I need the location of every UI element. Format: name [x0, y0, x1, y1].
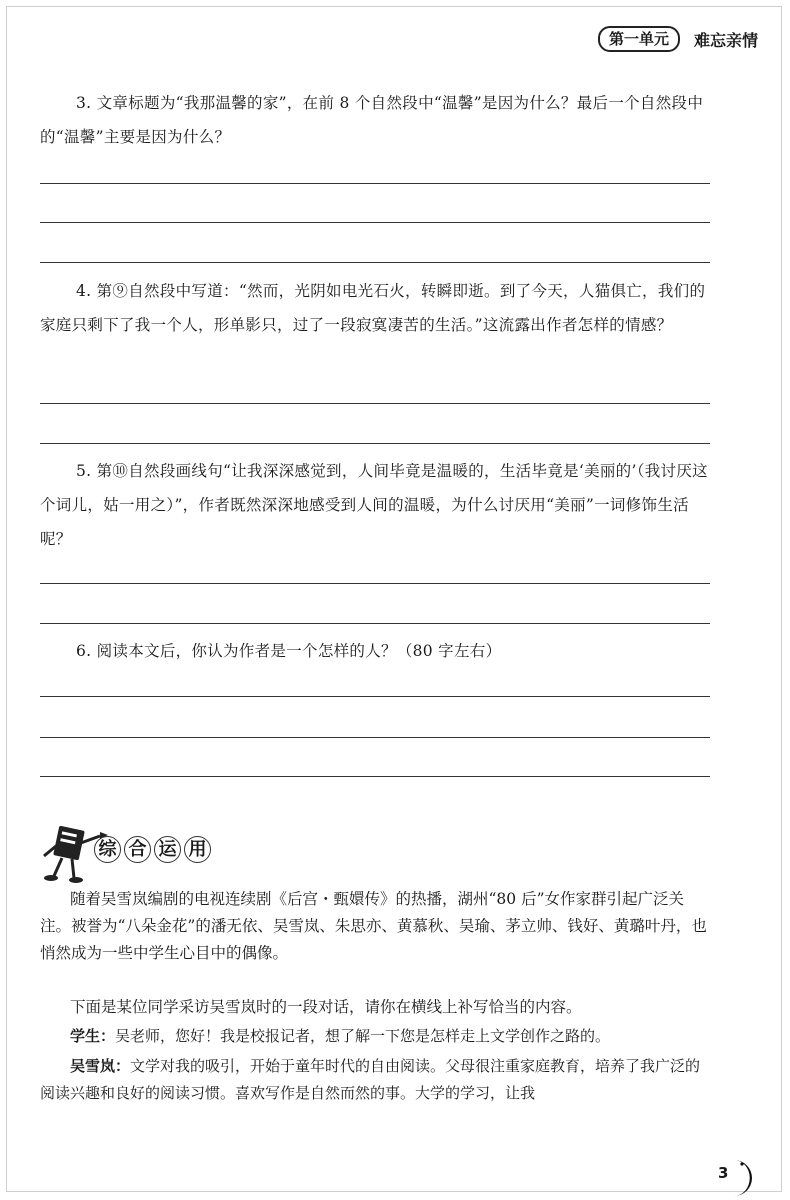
- unit-label: 第一单元: [598, 26, 680, 52]
- dialogue-text: 文学对我的吸引，开始于童年时代的自由阅读。父母很注重家庭教育，培养了我广泛的阅读兴趣和良好的阅读习惯。喜欢写作是自然而然的事。大学的学习，让我: [40, 1057, 701, 1102]
- passage-paragraph-1: 随着吴雪岚编剧的电视连续剧《后宫・甄嬛传》的热播，湖州“80 后”女作家群引起广泛关注。被誉为“八朵金花”的潘无依、吴雪岚、朱思亦、黄慕秋、吴瑜、茅立帅、钱好、黄璐叶丹，也悄然成为一些中学生心目中的偶像。: [40, 890, 707, 962]
- answer-line[interactable]: [40, 262, 710, 263]
- section-title: [94, 836, 211, 863]
- answer-line[interactable]: [40, 623, 710, 624]
- question-3: 3. 文章标题为“我那温馨的家”，在前 8 个自然段中“温馨”是因为什么？最后一个自然段中的“温馨”主要是因为什么？: [40, 94, 704, 146]
- dialogue-line-author: [40, 1053, 712, 1107]
- question-5: 5. 第⑩自然段画线句“让我深深感觉到，人间毕竟是温暖的，生活毕竟是‘美丽的’（我讨厌这个词儿，姑一用之）”，作者既然深深地感受到人间的温暖，为什么讨厌用“美丽”一词修饰生活呢？: [40, 462, 708, 548]
- dialogue-line-student: [40, 1023, 712, 1050]
- dialogue-text: 吴老师，您好！我是校报记者，想了解一下您是怎样走上文学创作之路的。: [115, 1027, 611, 1045]
- page-number: 3: [718, 1164, 729, 1182]
- page-header: [598, 26, 758, 52]
- page-number-badge: [712, 1158, 762, 1194]
- question-4: 4. 第⑨自然段中写道：“然而，光阴如电光石火，转瞬即逝。到了今天，人猫俱亡，我们的家庭只剩下了我一个人，形单影只，过了一段寂寞凄苦的生活。”这流露出作者怎样的情感？: [40, 282, 706, 334]
- section-title-char: 综: [94, 836, 121, 863]
- answer-line[interactable]: [40, 583, 710, 584]
- answer-line[interactable]: [40, 403, 710, 404]
- speaker-label: 学生：: [70, 1027, 116, 1045]
- answer-line[interactable]: [40, 222, 710, 223]
- answer-line[interactable]: [40, 443, 710, 444]
- answer-line[interactable]: [40, 183, 710, 184]
- section-title-char: 用: [184, 836, 211, 863]
- unit-title: 难忘亲情: [693, 30, 758, 50]
- passage-paragraph-2: 下面是某位同学采访吴雪岚时的一段对话，请你在横线上补写恰当的内容。: [70, 998, 582, 1016]
- answer-line[interactable]: [40, 696, 710, 697]
- answer-line[interactable]: [40, 737, 710, 738]
- speaker-label: 吴雪岚：: [70, 1057, 131, 1075]
- section-title-char: 合: [124, 836, 151, 863]
- answer-line[interactable]: [40, 776, 710, 777]
- question-6: 6. 阅读本文后，你认为作者是一个怎样的人？（80 字左右）: [76, 642, 502, 660]
- section-heading: [38, 820, 238, 890]
- section-title-char: 运: [154, 836, 181, 863]
